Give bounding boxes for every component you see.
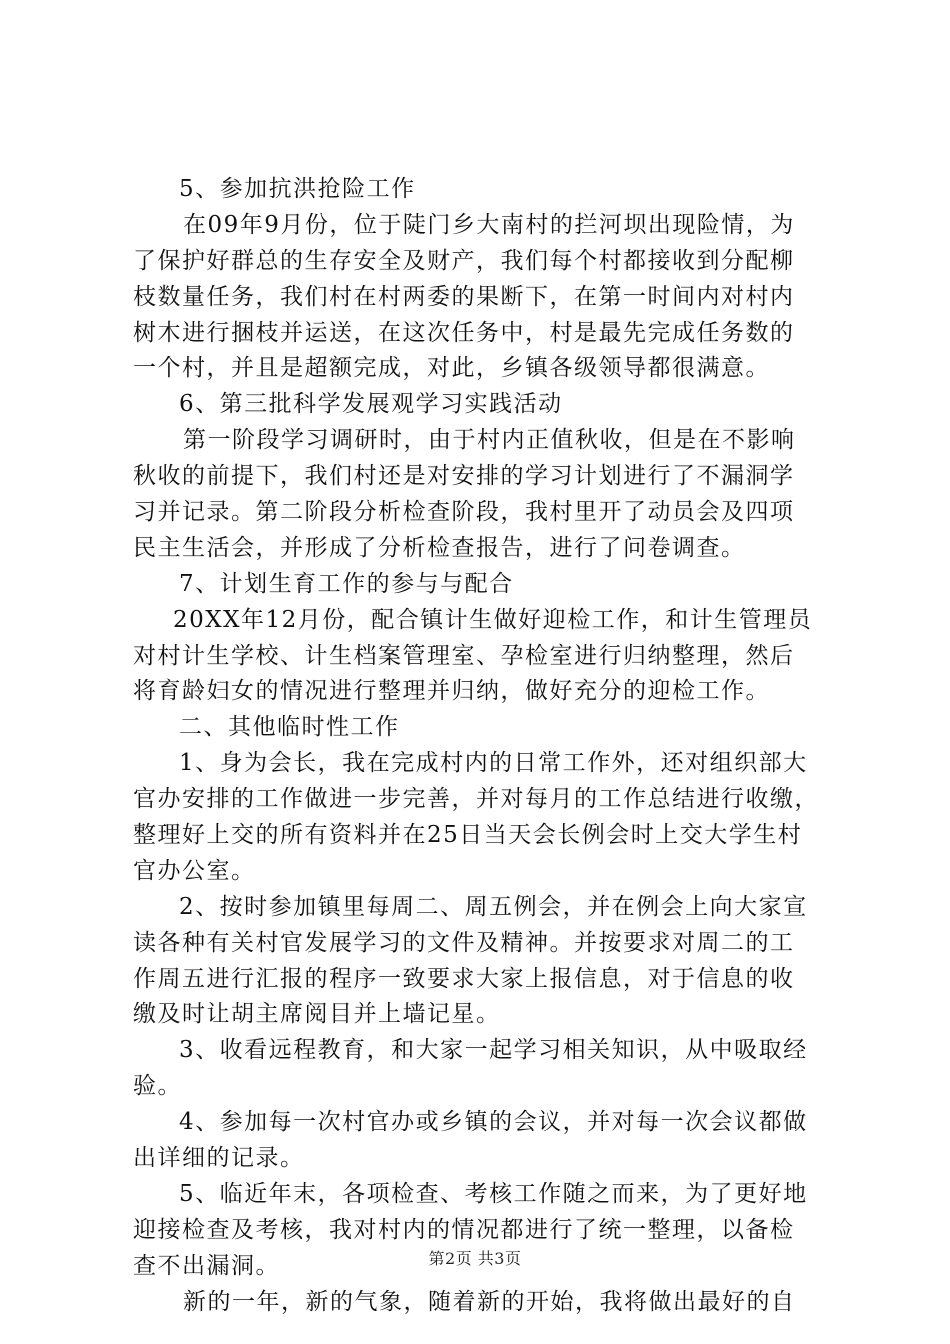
text-line: 5、临近年末，各项检查、考核工作随之而来，为了更好地	[179, 1180, 808, 1207]
text-line: 缴及时让胡主席阅目并上墙记星。	[133, 1001, 501, 1028]
text-line: 秋收的前提下，我们村还是对安排的学习计划进行了不漏洞学	[133, 463, 795, 490]
text-line: 二、其他临时性工作	[179, 714, 400, 741]
text-line: 读各种有关村官发展学习的文件及精神。并按要求对周二的工	[133, 929, 795, 956]
text-line: 7、计划生育工作的参与与配合	[179, 570, 514, 597]
text-line: 6、第三批科学发展观学习实践活动	[179, 391, 563, 418]
text-line: 第一阶段学习调研时，由于村内正值秋收，但是在不影响	[183, 427, 796, 454]
text-line: 官办公室。	[133, 857, 256, 884]
document-body	[133, 172, 833, 1321]
text-line: 了保护好群总的生存安全及财产，我们每个村都接收到分配柳	[133, 247, 795, 274]
text-line: 3、收看远程教育，和大家一起学习相关知识，从中吸取经	[179, 1037, 808, 1064]
text-line: 将育龄妇女的情况进行整理并归纳，做好充分的迎检工作。	[133, 678, 770, 705]
text-line: 在09年9月份，位于陡门乡大南村的拦河坝出现险情，为	[183, 211, 795, 238]
text-line: 出详细的记录。	[133, 1145, 305, 1172]
text-line: 整理好上交的所有资料并在25日当天会长例会时上交大学生村	[133, 822, 803, 849]
text-line: 民主生活会，并形成了分析检查报告，进行了问卷调查。	[133, 534, 746, 561]
text-line: 2、按时参加镇里每周二、周五例会，并在例会上向大家宣	[179, 893, 808, 920]
text-line: 官办安排的工作做进一步完善，并对每月的工作总结进行收缴，	[133, 786, 819, 813]
text-line: 5、参加抗洪抢险工作	[179, 176, 416, 202]
text-line: 查不出漏洞。	[133, 1252, 280, 1279]
text-line: 树木进行捆枝并运送，在这次任务中，村是最先完成任务数的	[133, 319, 795, 346]
text-line: 1、身为会长，我在完成村内的日常工作外，还对组织部大	[179, 750, 808, 777]
text-line: 作周五进行汇报的程序一致要求大家上报信息，对于信息的收	[133, 965, 795, 992]
text-line: 迎接检查及考核，我对村内的情况都进行了统一整理，以备检	[133, 1216, 795, 1243]
page-footer: 第2页 共3页	[428, 1249, 522, 1268]
text-line: 一个村，并且是超额完成，对此，乡镇各级领导都很满意。	[133, 355, 770, 382]
text-line: 习并记录。第二阶段分析检查阶段，我村里开了动员会及四项	[133, 499, 795, 526]
text-line: 枝数量任务，我们村在村两委的果断下，在第一时间内对村内	[133, 283, 795, 310]
text-line: 4、参加每一次村官办或乡镇的会议，并对每一次会议都做	[179, 1109, 808, 1136]
text-line: 新的一年，新的气象，随着新的开始，我将做出最好的自	[183, 1288, 796, 1315]
text-line: 验。	[133, 1073, 182, 1100]
text-line: 对村计生学校、计生档案管理室、孕检室进行归纳整理，然后	[133, 642, 795, 669]
text-line: 20XX年12月份，配合镇计生做好迎检工作，和计生管理员	[173, 606, 813, 633]
